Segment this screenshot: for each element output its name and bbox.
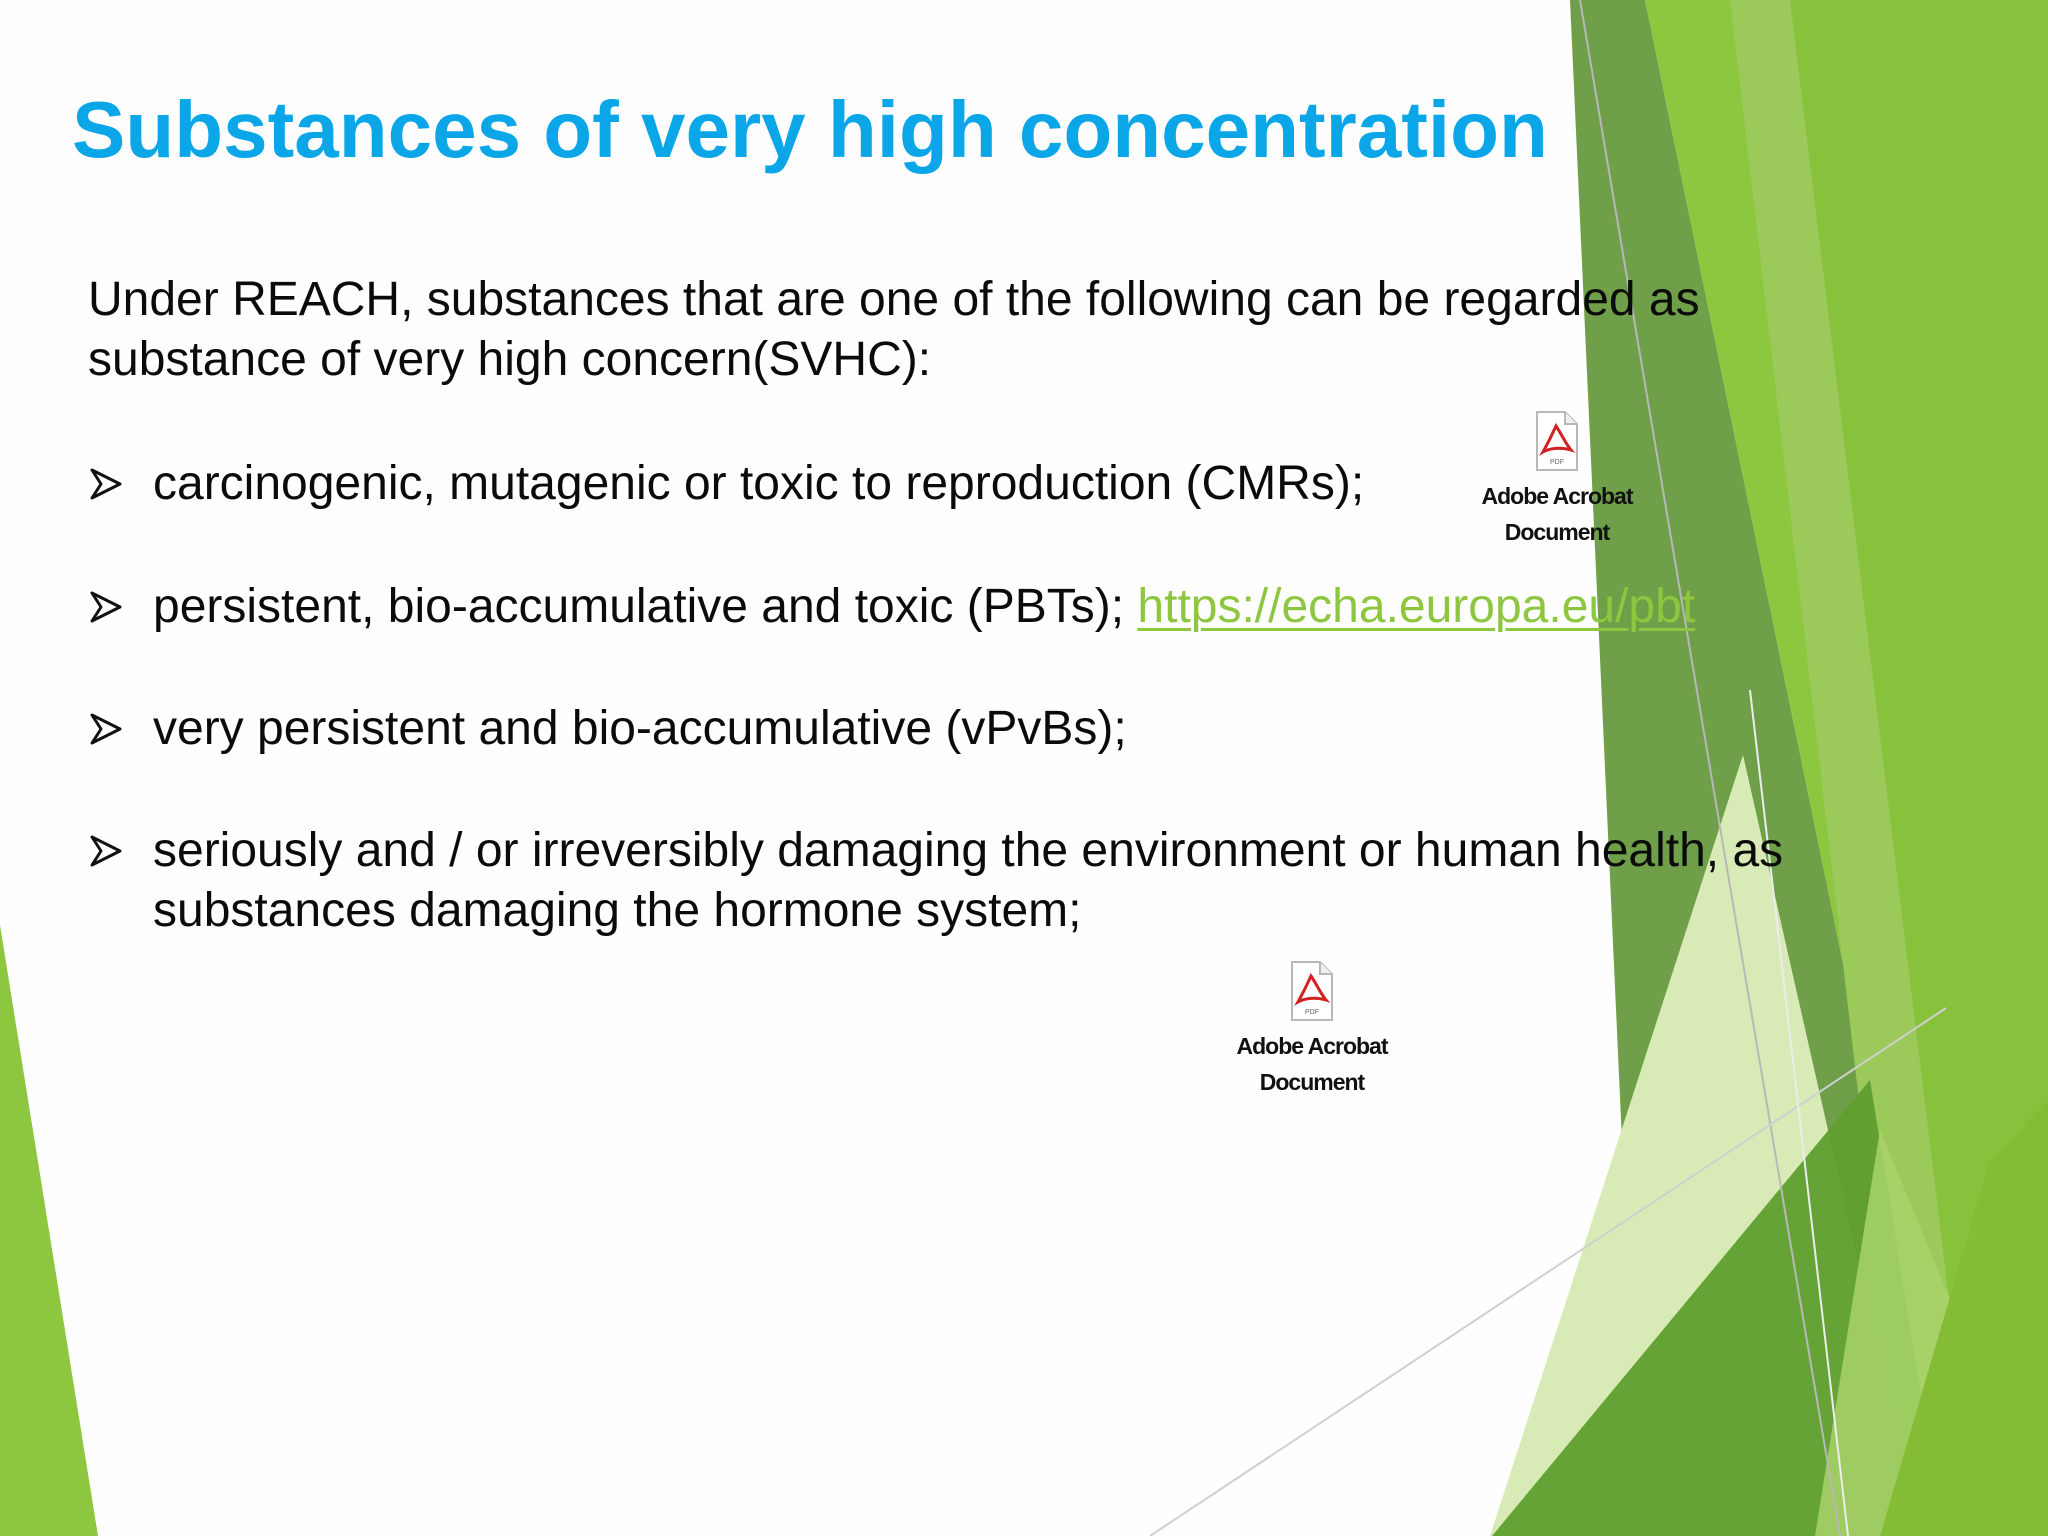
bullet-text-hormone-line-1: seriously and / or irreversibly damaging the environment or human health, as xyxy=(153,824,1784,877)
bullet-text-pbts-main: persistent, bio-accumulative and toxic (PBTs); xyxy=(153,580,1125,633)
pdf-label-line-2: Document xyxy=(1504,519,1610,545)
bullet-text-hormone-system xyxy=(153,821,1783,941)
pdf-icon xyxy=(1290,960,1334,1022)
left-green-triangle xyxy=(0,925,98,1536)
bullet-text-hormone-line-2: substances damaging the hormone system; xyxy=(153,884,1082,937)
pdf-attachment-cmrs[interactable] xyxy=(1462,410,1652,558)
bullet-text-vpvbs: very persistent and bio-accumulative (vPvBs); xyxy=(153,702,1127,755)
intro-line-2: substance of very high concern(SVHC): xyxy=(88,333,932,386)
echa-pbt-link[interactable]: https://echa.europa.eu/pbt xyxy=(1137,580,1696,633)
pdf-label-line-1: Adobe Acrobat xyxy=(1236,1033,1388,1059)
bullet-text-cmrs: carcinogenic, mutagenic or toxic to reproduction (CMRs); xyxy=(153,457,1365,510)
arrowhead-bullet-icon xyxy=(88,466,124,502)
intro-paragraph xyxy=(88,270,1700,390)
arrowhead-bullet-icon xyxy=(88,833,124,869)
pdf-label-line-2: Document xyxy=(1259,1069,1365,1095)
pdf-label-cmrs xyxy=(1462,478,1652,550)
arrowhead-bullet-icon xyxy=(88,711,124,747)
pdf-icon xyxy=(1535,410,1579,472)
slide-title: Substances of very high concentration xyxy=(72,85,1548,174)
pdf-badge: PDF xyxy=(1305,1009,1319,1016)
pdf-label-line-1: Adobe Acrobat xyxy=(1481,483,1633,509)
bullet-text-pbts xyxy=(153,577,1695,637)
pdf-label-hormone-system xyxy=(1217,1028,1407,1100)
arrowhead-bullet-icon xyxy=(88,589,124,625)
intro-line-1: Under REACH, substances that are one of the following can be regarded as xyxy=(88,273,1700,326)
pdf-attachment-hormone-system[interactable] xyxy=(1217,960,1407,1108)
pdf-badge: PDF xyxy=(1550,459,1564,466)
